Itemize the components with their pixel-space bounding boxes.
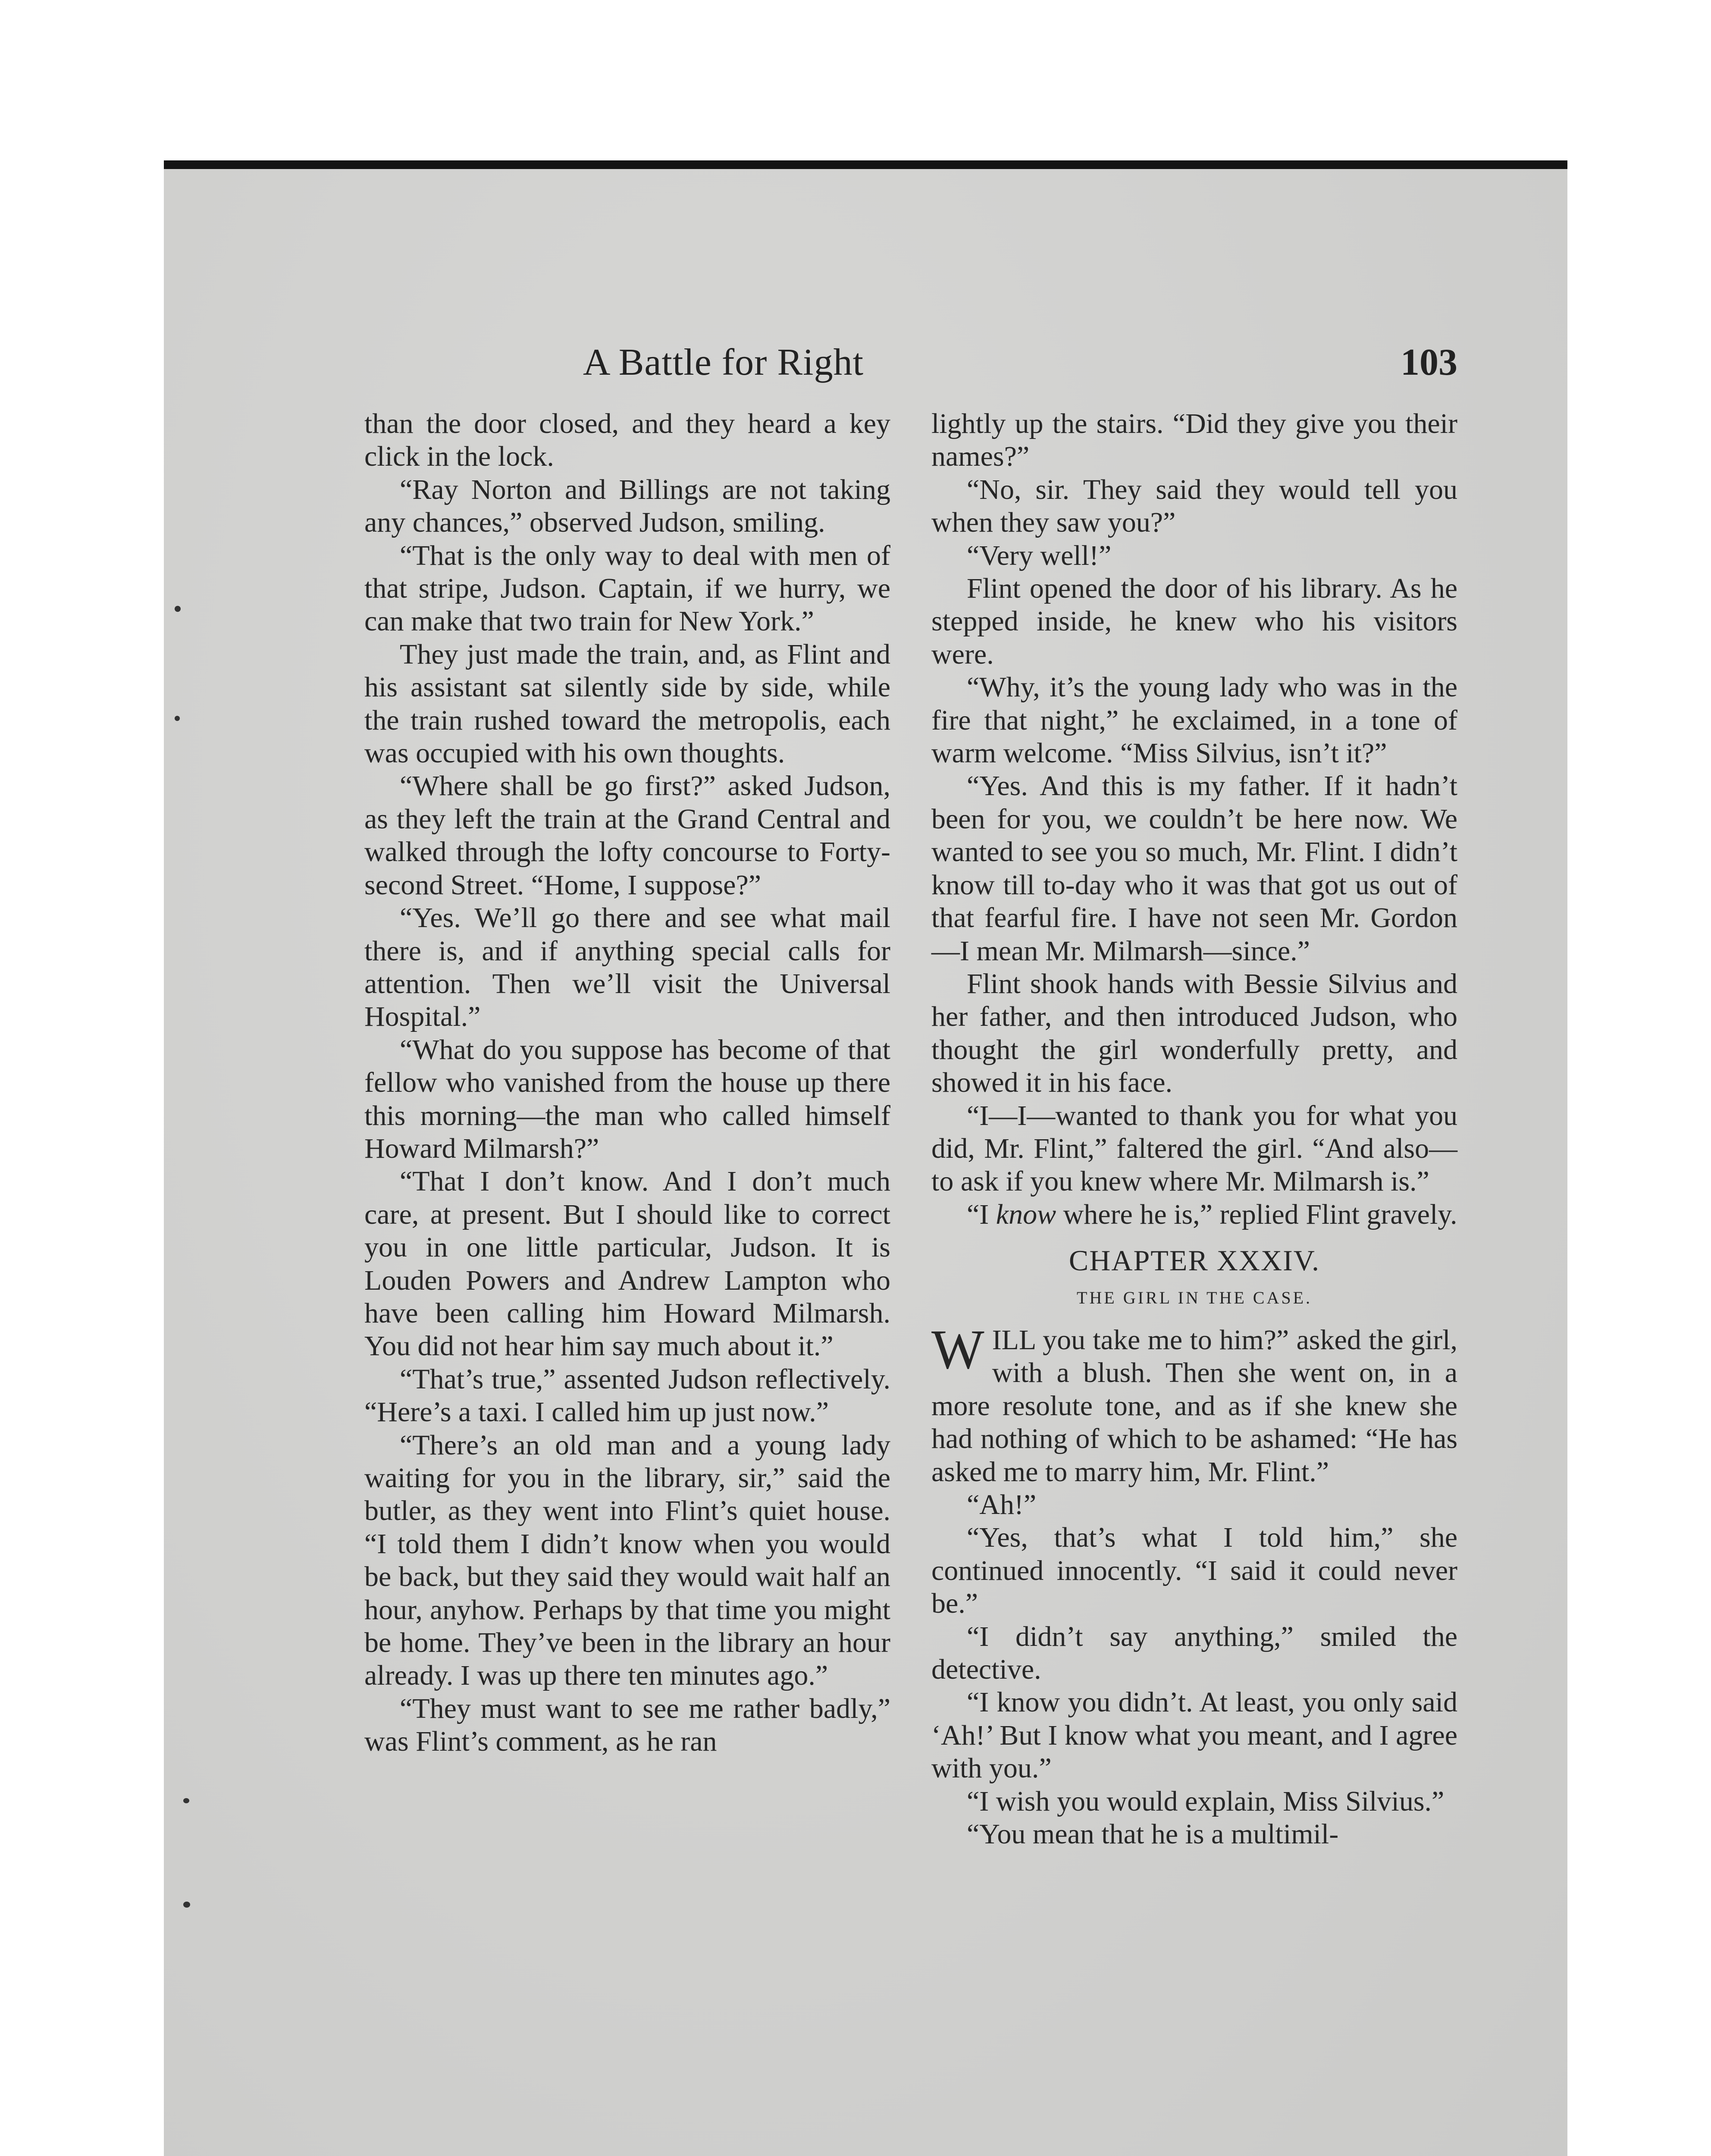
paragraph: “I know you didn’t. At least, you only said ‘Ah!’ But I know what you meant, and I agree with you.” xyxy=(931,1686,1457,1784)
margin-speck xyxy=(183,1798,189,1803)
page-number: 103 xyxy=(1401,342,1457,383)
left-column xyxy=(364,407,890,1758)
paragraph: Flint shook hands with Bessie Silvius and her father, and then introduced Judson, who thought the girl wonderfully pretty, and showed it in his face. xyxy=(931,968,1457,1099)
running-header xyxy=(583,341,1457,388)
paragraph: “Yes. And this is my father. If it hadn’t been for you, we couldn’t be here now. We wanted to see you so much, Mr. Flint. I didn’t know till to-day who it was that got us out of that fearful fire. I have not seen Mr. Gordon—I mean Mr. Milmarsh—since.” xyxy=(931,770,1457,967)
paragraph: “Ah!” xyxy=(967,1489,1037,1520)
chapter-opening-paragraph xyxy=(931,1318,1457,1489)
running-title: A Battle for Right xyxy=(583,342,864,383)
paragraph: Flint opened the door of his library. As he stepped inside, he knew who his visitors were. xyxy=(931,573,1457,670)
paragraph: “I—I—wanted to thank you for what you did, Mr. Flint,” faltered the girl. “And also—to ask if you knew where Mr. Milmarsh is.” xyxy=(931,1100,1457,1197)
paragraph: than the door closed, and they heard a key click in the lock. xyxy=(364,408,890,473)
right-column xyxy=(931,407,1457,1851)
paragraph: They just made the train, and, as Flint and his assistant sat silently side by side, while the train rushed toward the metropolis, each was occupied with his own thoughts. xyxy=(364,638,890,769)
paragraph: “Yes. We’ll go there and see what mail there is, and if anything special calls for attention. Then we’ll visit the Universal Hospital.” xyxy=(364,902,890,1033)
paragraph: “What do you suppose has become of that fellow who vanished from the house up there this morning—the man who called himself Howard Milmarsh?” xyxy=(364,1034,890,1164)
paragraph: “I didn’t say anything,” smiled the detective. xyxy=(931,1620,1457,1686)
paragraph: lightly up the stairs. “Did they give you their names?” xyxy=(931,408,1457,473)
opening-text: ILL you take me to him?” asked the girl, with a blush. Then she went on, in a more resolute tone, and as if she knew she had nothing of which to be ashamed: “He has asked me to marry him, Mr. Flint.” xyxy=(931,1324,1457,1488)
drop-cap: W xyxy=(931,1318,984,1381)
paragraph: “That I don’t know. And I don’t much care, at present. But I should like to correct you in one little particular, Judson. It is Louden Powers and Andrew Lampton who have been calling him Howard Milmarsh. You did not hear him say much about it.” xyxy=(364,1166,890,1362)
chapter-subtitle: THE GIRL IN THE CASE. xyxy=(1076,1288,1313,1307)
paragraph: “I wish you would explain, Miss Silvius.” xyxy=(967,1785,1445,1817)
paragraph: “Ray Norton and Billings are not taking any chances,” observed Judson, smiling. xyxy=(364,473,890,539)
paragraph: “There’s an old man and a young lady waiting for you in the library, sir,” said the butler, as they went into Flint’s quiet house. “I told them I didn’t know when you would be back, but they said they would wait half an hour, anyhow. Perhaps by that time you might be home. They’ve been in the library an hour already. I was up there ten minutes ago.” xyxy=(364,1429,890,1692)
margin-speck xyxy=(175,606,181,612)
paragraph: “That’s true,” assented Judson reflectively. “Here’s a taxi. I called him up just now.” xyxy=(364,1363,890,1428)
chapter-title: CHAPTER XXXIV. xyxy=(1069,1244,1320,1277)
paragraph-know xyxy=(931,1198,1457,1231)
paragraph: “Why, it’s the young lady who was in the fire that night,” he exclaimed, in a tone of warm welcome. “Miss Silvius, isn’t it?” xyxy=(931,671,1457,769)
emphasis-know: know xyxy=(996,1198,1056,1230)
paragraph: “They must want to see me rather badly,” was Flint’s comment, as he ran xyxy=(364,1692,890,1758)
text-run: where he is,” replied Flint gravely. xyxy=(1056,1198,1457,1230)
paragraph: “Yes, that’s what I told him,” she continued innocently. “I said it could never be.” xyxy=(931,1522,1457,1620)
margin-speck xyxy=(183,1902,190,1908)
margin-speck xyxy=(175,716,180,721)
paragraph: “That is the only way to deal with men of that stripe, Judson. Captain, if we hurry, we can make that two train for New York.” xyxy=(364,539,890,637)
paragraph: “Where shall be go first?” asked Judson, as they left the train at the Grand Central and walked through the lofty concourse to Forty-second Street. “Home, I suppose?” xyxy=(364,770,890,901)
paragraph: “You mean that he is a multimil- xyxy=(967,1818,1339,1850)
text-run: “I xyxy=(967,1198,996,1230)
paragraph: “Very well!” xyxy=(967,539,1112,571)
paragraph: “No, sir. They said they would tell you when they saw you?” xyxy=(931,473,1457,539)
top-edge-bar xyxy=(164,160,1567,169)
